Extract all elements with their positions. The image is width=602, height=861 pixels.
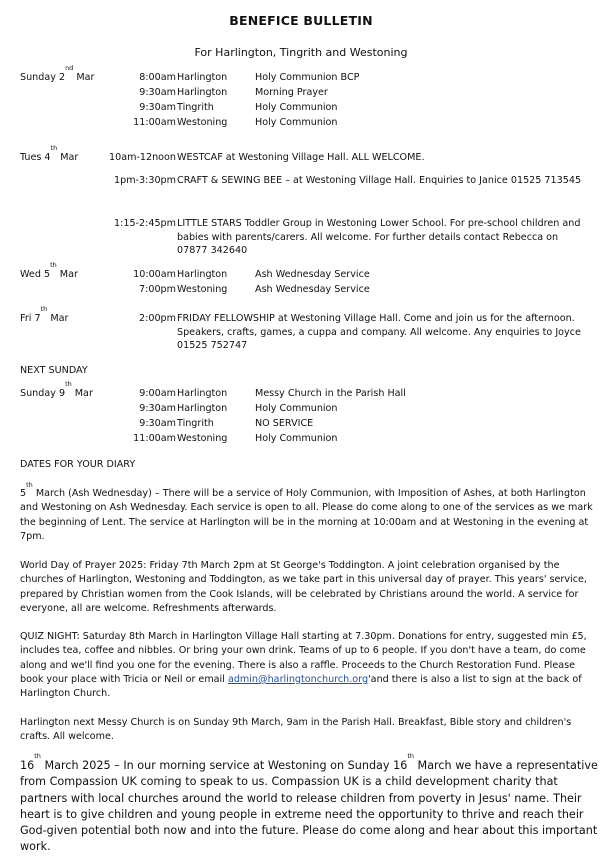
schedule-craft bbox=[20, 173, 590, 188]
bulletin-title: BENEFICE BULLETIN bbox=[229, 13, 373, 28]
schedule-place: Westoning bbox=[177, 117, 228, 128]
schedule-day: Sunday 9th Mar bbox=[20, 380, 93, 399]
bulletin-subtitle: For Harlington, Tingrith and Westoning bbox=[194, 46, 408, 59]
schedule-service: Holy Communion bbox=[255, 433, 338, 444]
schedule-service: Ash Wednesday Service bbox=[255, 269, 370, 280]
schedule-wednesday bbox=[20, 261, 590, 297]
schedule-day: Tues 4th Mar bbox=[20, 144, 79, 163]
schedule-event: WESTCAF at Westoning Village Hall. ALL WELCOME. bbox=[177, 152, 425, 163]
schedule-day: Sunday 2nd Mar bbox=[20, 64, 95, 83]
schedule-row bbox=[20, 305, 590, 351]
schedule-row bbox=[20, 173, 590, 188]
schedule-event: LITTLE STARS Toddler Group in Westoning Lower School. For pre-school children and babies with parents/carers. All welcome. For further details contact Rebecca on 07877 342640 bbox=[177, 218, 581, 256]
schedule-time: 7:00pm bbox=[139, 284, 176, 295]
schedule-day: Wed 5th Mar bbox=[20, 261, 78, 280]
schedule-time: 8:00am bbox=[139, 72, 176, 83]
schedule-place: Harlington bbox=[177, 72, 228, 83]
schedule-service: Holy Communion BCP bbox=[255, 72, 360, 83]
schedule-tuesday bbox=[20, 144, 590, 165]
schedule-time: 9:30am bbox=[139, 418, 176, 429]
schedule-week bbox=[20, 64, 590, 130]
diary-compassion-uk: 16th March 2025 – In our morning service at Westoning on Sunday 16th March we have a representative from Compassion UK coming to speak to us. Compassion UK is a child development charity that partners with local churches around the world to release children from poverty in Jesus' name. Their heart is to give children and young people in extreme need the opportunity to thrive and reach their God-given potential both now and into the future. Please do come along and hear about this important work. bbox=[20, 752, 598, 854]
schedule-event: CRAFT & SEWING BEE – at Westoning Village Hall. Enquiries to Janice 01525 713545 bbox=[177, 175, 582, 186]
schedule-place: Tingrith bbox=[177, 418, 214, 429]
schedule-service: Holy Communion bbox=[255, 102, 338, 113]
schedule-place: Harlington bbox=[177, 269, 228, 280]
schedule-place: Tingrith bbox=[177, 102, 214, 113]
schedule-time: 1:15-2:45pm bbox=[114, 218, 176, 229]
schedule-friday bbox=[20, 305, 590, 351]
schedule-row bbox=[20, 401, 590, 416]
schedule-service: Ash Wednesday Service bbox=[255, 284, 370, 295]
schedule-time: 10am-12noon bbox=[108, 152, 176, 163]
schedule-place: Harlington bbox=[177, 388, 228, 399]
schedule-event: FRIDAY FELLOWSHIP at Westoning Village Hall. Come and join us for the afternoon. Speakers, crafts, games, a cuppa and company. All welcome. Any enquiries to Joyce 01525 752747 bbox=[177, 313, 581, 351]
schedule-row bbox=[20, 216, 590, 256]
schedule-row bbox=[20, 144, 590, 165]
diary-heading: DATES FOR YOUR DIARY bbox=[20, 459, 136, 470]
schedule-row bbox=[20, 431, 590, 446]
schedule-row bbox=[20, 100, 590, 115]
schedule-time: 9:30am bbox=[139, 87, 176, 98]
schedule-time: 9:00am bbox=[139, 388, 176, 399]
schedule-service: Holy Communion bbox=[255, 403, 338, 414]
schedule-row bbox=[20, 261, 590, 282]
schedule-time: 10:00am bbox=[133, 269, 176, 280]
email-link[interactable]: admin@harlingtonchurch.org bbox=[227, 673, 369, 685]
schedule-time: 11:00am bbox=[133, 433, 176, 444]
schedule-place: Westoning bbox=[177, 284, 228, 295]
schedule-service: NO SERVICE bbox=[255, 418, 314, 429]
schedule-service: Morning Prayer bbox=[255, 87, 328, 98]
schedule-row bbox=[20, 416, 590, 431]
schedule-service: Messy Church in the Parish Hall bbox=[255, 388, 406, 399]
diary-messy-church: Harlington next Messy Church is on Sunday 9th March, 9am in the Parish Hall. Breakfast, Bible story and children's crafts. All welcome. bbox=[20, 717, 572, 743]
schedule-little-stars bbox=[20, 216, 590, 256]
schedule-time: 2:00pm bbox=[139, 313, 176, 324]
diary-world-day-of-prayer: World Day of Prayer 2025: Friday 7th March 2pm at St George's Toddington. A joint celebration organised by the churches of Harlington, Westoning and Toddington, as we take part in this universal day of prayer. This years' service, prepared by Christian women from the Cook Islands, will be celebrated by Christians around the world. A service for everyone, all are welcome. Refreshments afterwards. bbox=[20, 560, 587, 614]
schedule-row bbox=[20, 85, 590, 100]
schedule-time: 9:30am bbox=[139, 102, 176, 113]
schedule-place: Harlington bbox=[177, 87, 228, 98]
schedule-time: 1pm-3:30pm bbox=[114, 175, 176, 186]
schedule-time: 11:00am bbox=[133, 117, 176, 128]
schedule-row bbox=[20, 115, 590, 130]
schedule-time: 9:30am bbox=[139, 403, 176, 414]
schedule-service: Holy Communion bbox=[255, 117, 338, 128]
schedule-next-sunday bbox=[20, 380, 590, 446]
schedule-row bbox=[20, 64, 590, 85]
diary-quiz-night: QUIZ NIGHT: Saturday 8th March in Harlington Village Hall starting at 7.30pm. Donations for entry, suggested min £5, includes tea, coffee and nibbles. Or bring your own drink. Teams of up to 6 people. If you don't have a team, do come along and we'll find you one for the evening. There is also a raffle. Proceeds to the Church Restoration Fund. Please book your place with Tricia or Neil or email admin@harlingtonchurch.org'and there is also a list to sign at the back of Harlington Church. bbox=[20, 631, 587, 700]
schedule-row bbox=[20, 380, 590, 401]
schedule-place: Harlington bbox=[177, 403, 228, 414]
next-sunday-heading: NEXT SUNDAY bbox=[20, 365, 88, 376]
schedule-place: Westoning bbox=[177, 433, 228, 444]
schedule-row bbox=[20, 282, 590, 297]
schedule-day: Fri 7th Mar bbox=[20, 305, 69, 324]
diary-ash-wednesday: 5th March (Ash Wednesday) – There will be a service of Holy Communion, with Imposition of Ashes, at both Harlington and Westoning on Ash Wednesday. Each service is open to all. Please do come along to one of the services as we mark the beginning of Lent. The service at Harlington will be in the morning at 10:00am and at Westoning in the evening at 7pm. bbox=[20, 481, 593, 542]
